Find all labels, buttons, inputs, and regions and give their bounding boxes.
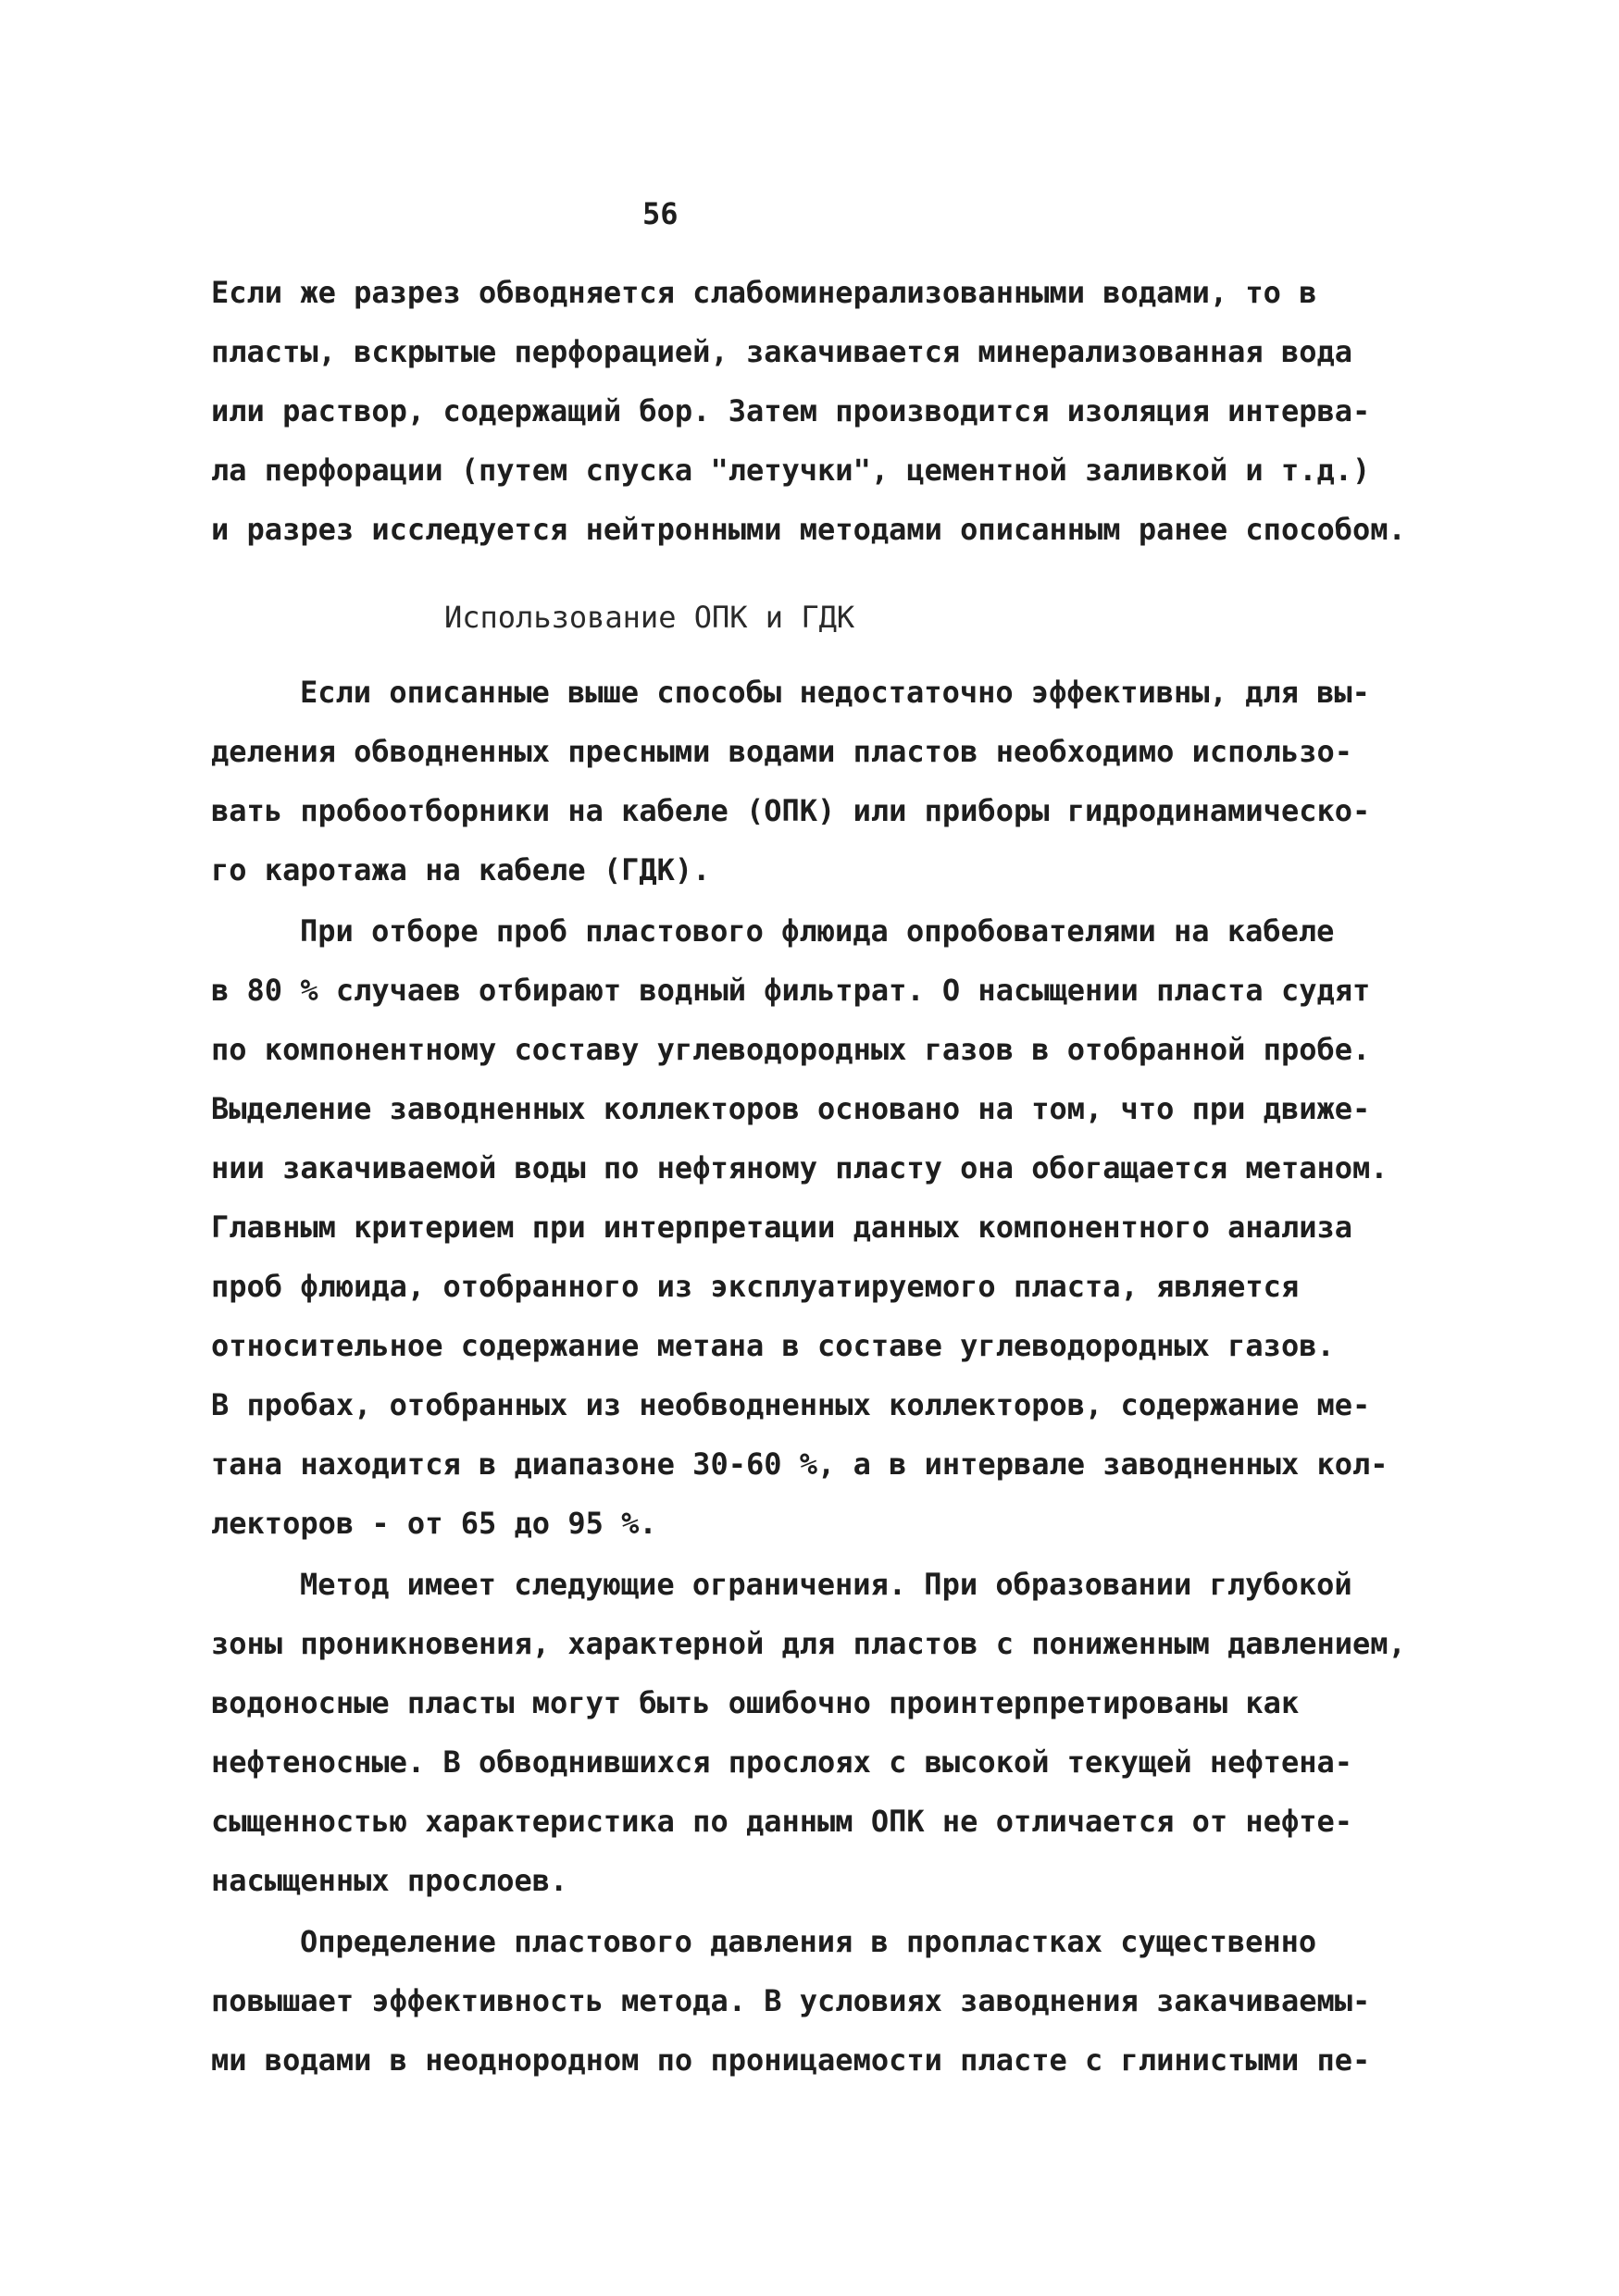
text-line: пласты, вскрытые перфорацией, закачивается минерализованная вода bbox=[211, 334, 1352, 369]
text-line: или раствор, содержащий бор. Затем производится изоляция интерва- bbox=[211, 393, 1371, 428]
text-line: в 80 % случаев отбирают водный фильтрат. О насыщении пласта судят bbox=[211, 973, 1371, 1008]
text-line: по компонентному составу углеводородных газов в отобранной пробе. bbox=[211, 1032, 1371, 1067]
text-line: вать пробоотборники на кабеле (ОПК) или приборы гидродинамическо- bbox=[211, 793, 1371, 828]
text-line: тана находится в диапазоне 30-60 %, а в интервале заводненных кол- bbox=[211, 1446, 1389, 1482]
text-line: Выделение заводненных коллекторов основано на том, что при движе- bbox=[211, 1091, 1371, 1126]
text-line: нии закачиваемой воды по нефтяному пласту она обогащается метаном. bbox=[211, 1150, 1389, 1185]
section-heading: Использование ОПК и ГДК bbox=[444, 600, 855, 635]
text-line: В пробах, отобранных из необводненных коллекторов, содержание ме- bbox=[211, 1387, 1371, 1422]
text-line: го каротажа на кабеле (ГДК). bbox=[211, 852, 711, 887]
text-line: ла перфорации (путем спуска "летучки", цементной заливкой и т.д.) bbox=[211, 453, 1371, 488]
text-line: и разрез исследуется нейтронными методами описанным ранее способом. bbox=[211, 512, 1406, 547]
text-line: Если описанные выше способы недостаточно эффективны, для вы- bbox=[300, 675, 1370, 710]
text-line: водоносные пласты могут быть ошибочно проинтерпретированы как bbox=[211, 1685, 1300, 1720]
text-line: относительное содержание метана в составе углеводородных газов. bbox=[211, 1328, 1335, 1363]
text-line: повышает эффективность метода. В условиях заводнения закачиваемы- bbox=[211, 1983, 1371, 2018]
text-line: нефтеносные. В обводнившихся прослоях с высокой текущей нефтена- bbox=[211, 1744, 1352, 1780]
text-line: Главным критерием при интерпретации данных компонентного анализа bbox=[211, 1210, 1352, 1245]
text-line: ми водами в неоднородном по проницаемости пласте с глинистыми пе- bbox=[211, 2042, 1371, 2078]
text-line: сыщенностью характеристика по данным ОПК не отличается от нефте- bbox=[211, 1804, 1352, 1839]
text-line: Определение пластового давления в пропластках существенно bbox=[300, 1924, 1317, 1959]
text-line: деления обводненных пресными водами пластов необходимо использо- bbox=[211, 734, 1352, 769]
text-line: проб флюида, отобранного из эксплуатируемого пласта, является bbox=[211, 1269, 1300, 1304]
text-line: Метод имеет следующие ограничения. При образовании глубокой bbox=[300, 1567, 1352, 1602]
text-line: При отборе проб пластового флюида опробователями на кабеле bbox=[300, 913, 1335, 949]
text-line: насыщенных прослоев. bbox=[211, 1863, 568, 1898]
page-number: 56 bbox=[642, 196, 679, 231]
text-line: зоны проникновения, характерной для пластов с пониженным давлением, bbox=[211, 1626, 1406, 1661]
text-line: Если же разрез обводняется слабоминерализованными водами, то в bbox=[211, 275, 1317, 310]
text-line: лекторов - от 65 до 95 %. bbox=[211, 1506, 657, 1541]
